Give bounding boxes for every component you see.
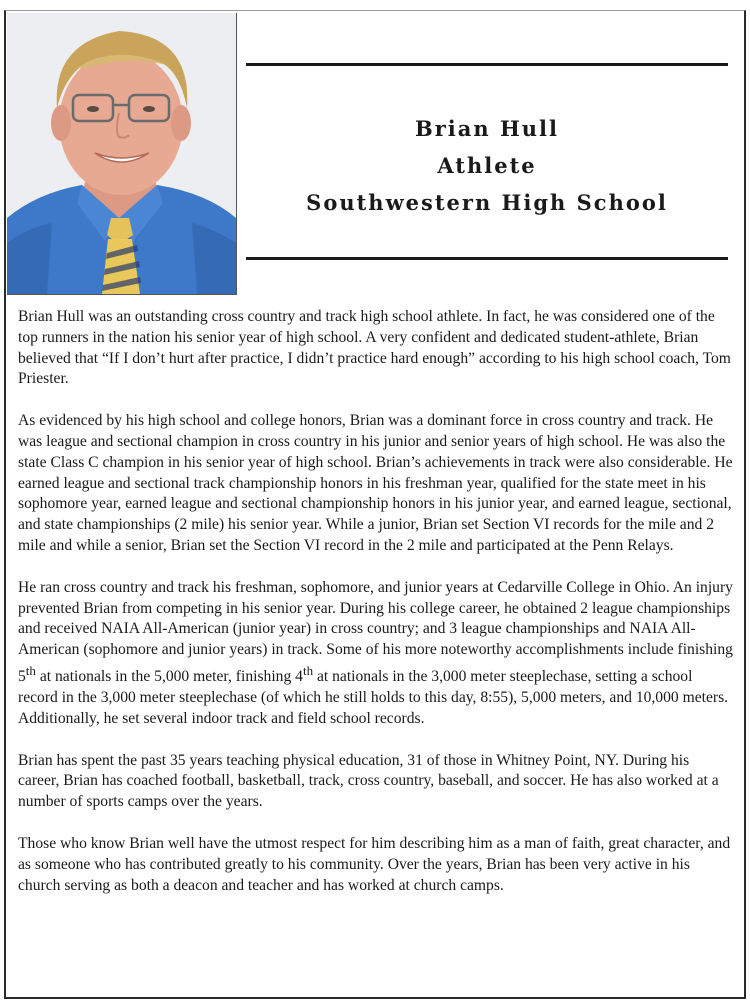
paragraph-high-school-honors: As evidenced by his high school and college honors, Brian was a dominant force in cross country and track. He was league and sectional champion in cross country in his junior and senior years of high school. He was also the state Class C champion in his senior year of high school. Brian’s achievements in track were also considerable. He earned league and sectional track championship honors in his freshman year, qualified for the state meet in his sophomore year, earned league and sectional championship honors in his junior year, and earned league, sectional, and state championships (2 mile) his senior year. While a junior, Brian set Section VI records for the mile and 2 mile and while a senior, Brian set the Section VI record in the 2 mile and participated at the Penn Relays.	[18, 412, 733, 554]
ordinal-suffix: th	[25, 662, 36, 678]
inductee-category: Athlete	[437, 153, 537, 178]
paragraph-intro: Brian Hull was an outstanding cross country and track high school athlete. In fact, he was considered one of the top runners in the nation his senior year of high school. A very confident and dedicated student-athlete, Brian believed that “If I don’t hurt after practice, I didn’t practice hard enough” according to his high school coach, Tom Priester.	[18, 308, 731, 388]
header-rule-bottom	[246, 257, 728, 260]
paragraph-college-text-a: He ran cross country and track his freshman, sophomore, and junior years at Cedarville College in Ohio. An injury prevented Brian from competing in his senior year. During his college career, he obtained 2 league championships and received NAIA All-American (junior year) in cross country; and 3 league championships and NAIA All-American (sophomore and junior years) in track. Some of his more noteworthy accomplishments include finishing 5	[18, 578, 733, 686]
paragraph-college-text-c: at nationals in the 3,000 meter steeplechase, setting a school record in the 3,000 meter steeplechase (of which he still holds to this day, 8:55), 5,000 meters, and 10,000 meters. Additionally, he set several indoor track and field school records.	[18, 668, 729, 727]
paragraph-college-career	[18, 578, 734, 730]
paragraph-college-text-b: at nationals in the 5,000 meter, finishing 4	[35, 668, 303, 686]
paragraph-teaching-career: Brian has spent the past 35 years teaching physical education, 31 of those in Whitney Point, NY. During his career, Brian has coached football, basketball, track, cross country, baseball, and soccer. He has also worked at a number of sports camps over the years.	[18, 751, 719, 811]
inductee-name: Brian Hull	[414, 116, 560, 141]
ordinal-suffix: th	[302, 662, 314, 678]
biography-text	[18, 307, 734, 917]
portrait-illustration	[7, 13, 236, 294]
paragraph-character: Those who know Brian well have the utmost respect for him describing him as a man of faith, great character, and as someone who has contributed greatly to his community. Over the years, Brian has been very active in his church serving as both a deacon and teacher and has worked at church camps.	[18, 834, 731, 894]
inductee-school: Southwestern High School	[306, 190, 668, 215]
header-block	[246, 110, 728, 221]
header-rule-top	[246, 63, 728, 66]
portrait-photo	[7, 13, 237, 295]
